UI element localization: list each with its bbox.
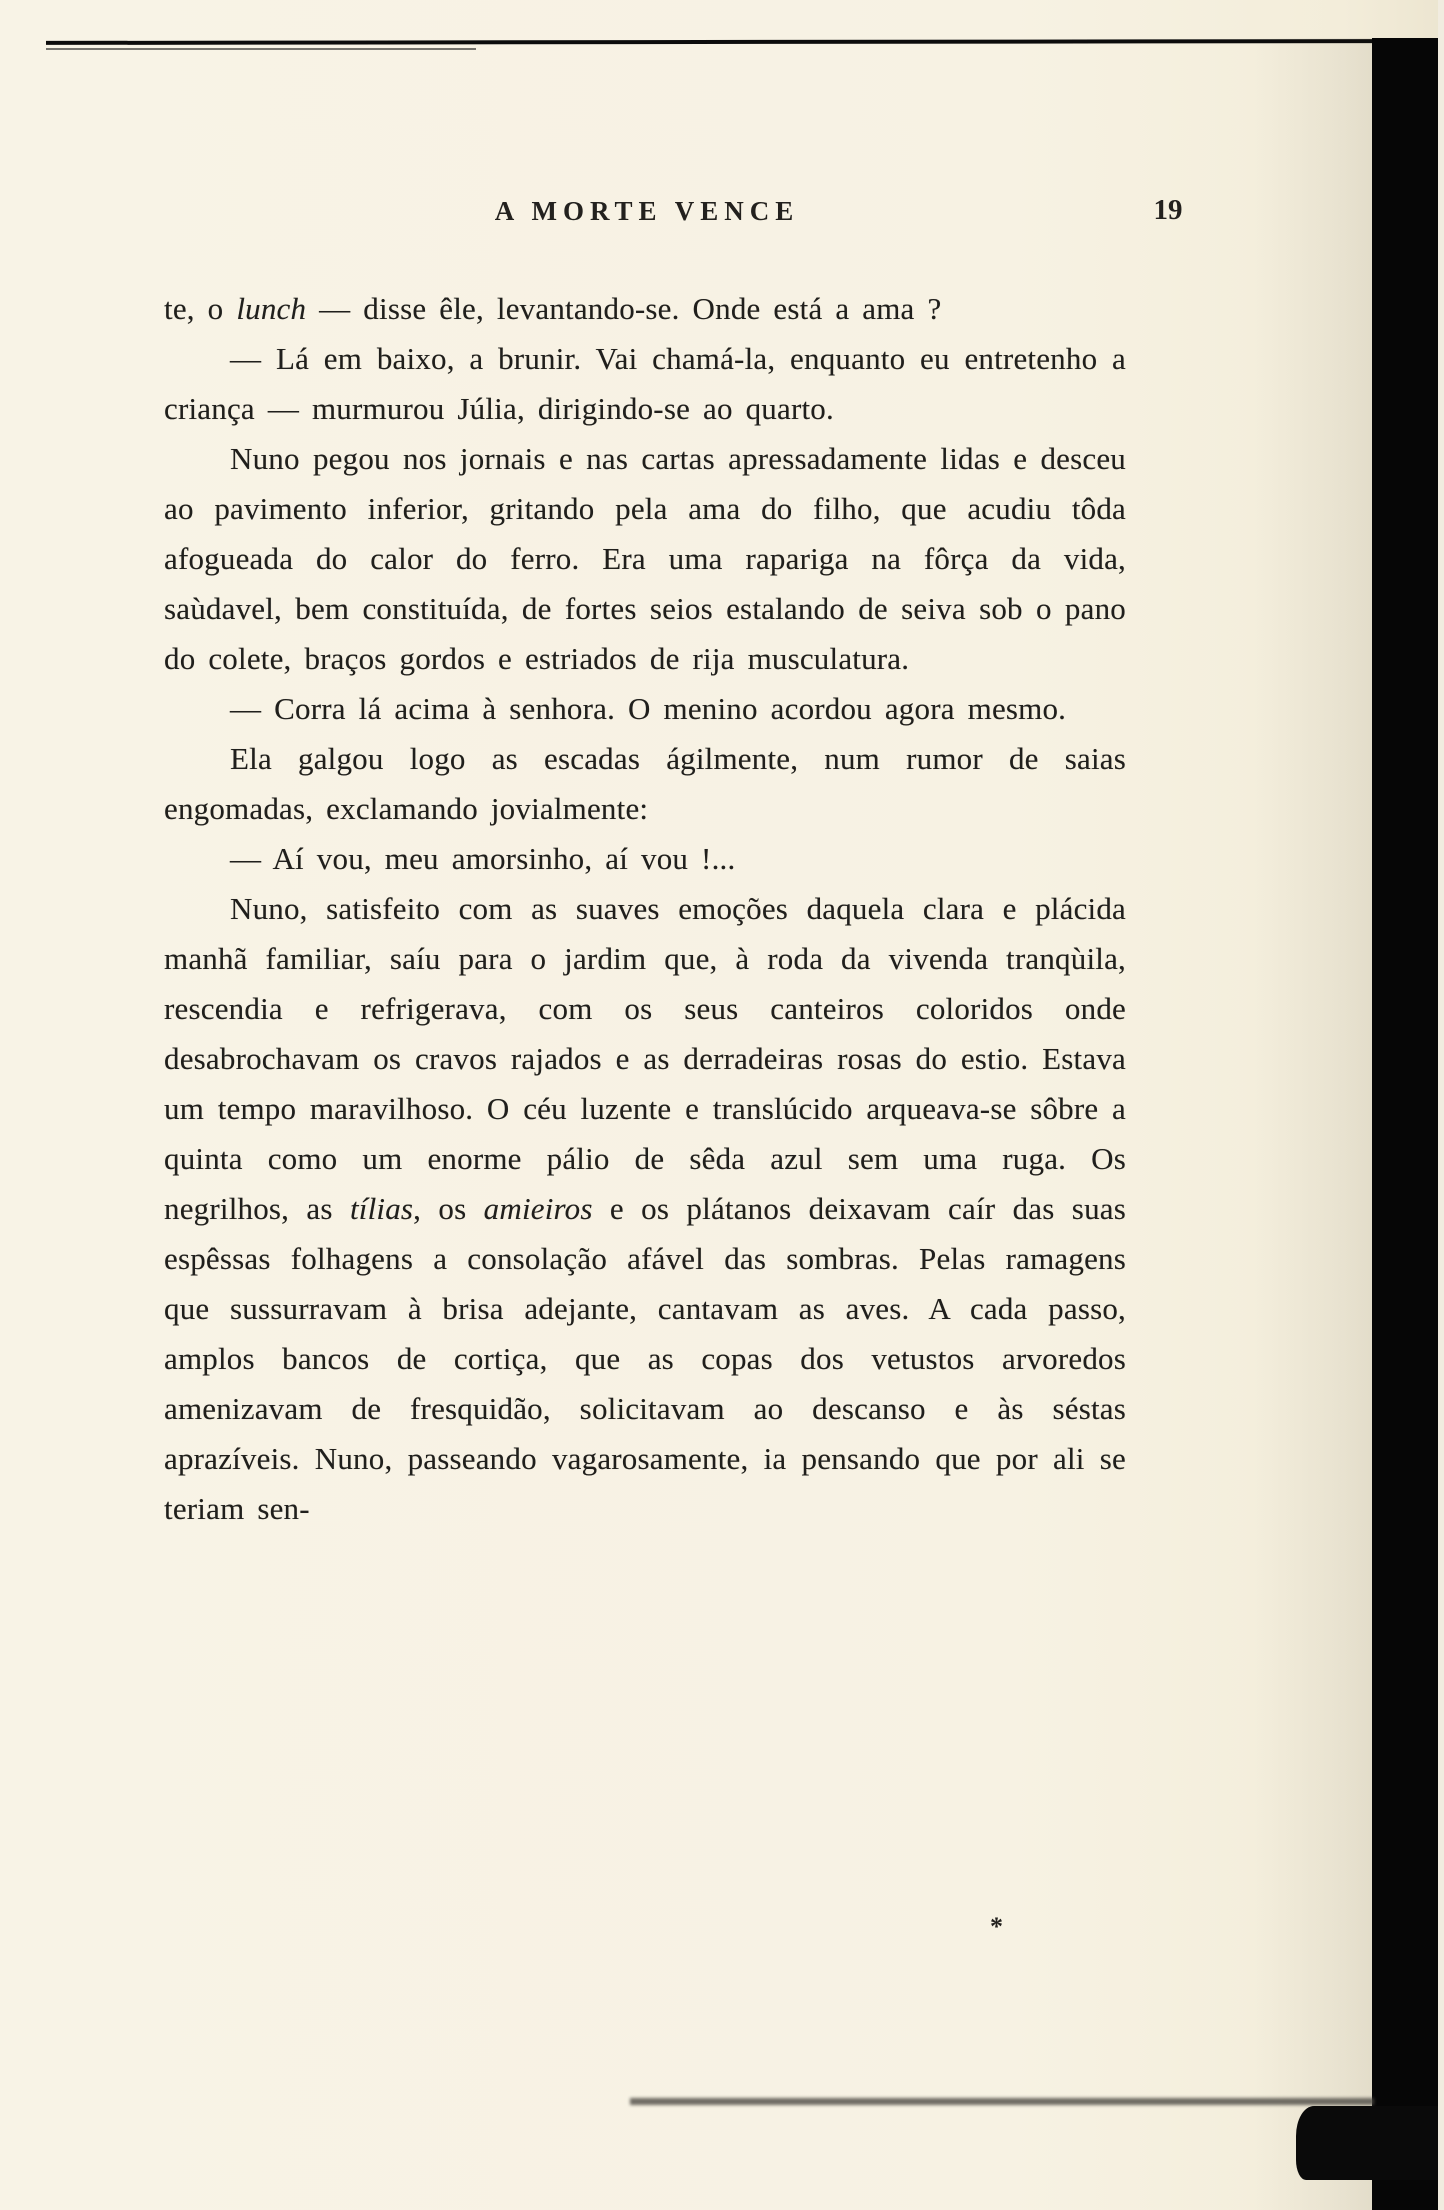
text-run: — Aí vou, meu amorsinho, aí vou !... (230, 841, 736, 876)
italic-text: tílias (349, 1191, 414, 1226)
text-run: , os (413, 1191, 484, 1226)
text-run: — Corra lá acima à senhora. O menino acordou agora mesmo. (230, 691, 1067, 726)
italic-text: lunch (236, 291, 307, 326)
running-header-title: A MORTE VENCE (494, 196, 800, 226)
text-run: — Lá em baixo, a brunir. Vai chamá-la, enquanto eu entretenho a criança — murmurou Júlia, dirigindo-se ao quarto. (164, 341, 1126, 426)
body-text (164, 284, 1126, 1534)
paragraph (164, 684, 1126, 734)
text-run: e os plátanos deixavam caír das suas espêssas folhagens a consolação afável das sombras. Pelas ramagens que sussurravam à brisa adejante, cantavam as aves. A cada passo, amplos bancos de cortiça, que as copas dos vetustos arvoredos amenizavam de fresquidão, solicitavam ao descanso e às séstas aprazíveis. Nuno, passeando vagarosamente, ia pensando que por ali se teriam sen- (164, 1191, 1126, 1526)
text-run: Nuno pegou nos jornais e nas cartas apressadamente lidas e desceu ao pavimento inferior, gritando pela ama do filho, que acudiu tôda afogueada do calor do ferro. Era uma rapariga na fôrça da vida, saùdavel, bem constituída, de fortes seios estalando de seiva sob o pano do colete, braços gordos e estriados de rija musculatura. (164, 441, 1126, 676)
text-run: Nuno, satisfeito com as suaves emoções daquela clara e plácida manhã familiar, saíu para o jardim que, à roda da vivenda tranqùila, rescendia e refrigerava, com os seus canteiros coloridos onde desabrochavam os cravos rajados e as derradeiras rosas do estio. Estava um tempo maravilhoso. O céu luzente e translúcido arqueava-se sôbre a quinta como um enorme pálio de sêda azul sem uma ruga. Os negrilhos, as (164, 891, 1126, 1226)
paragraph (164, 434, 1126, 684)
text-run: te, o (164, 291, 237, 326)
page-number: 19 (1153, 194, 1183, 226)
text-run: Ela galgou logo as escadas ágilmente, num rumor de saias engomadas, exclamando jovialmente: (164, 741, 1126, 826)
paragraph (164, 834, 1126, 884)
paragraph (164, 334, 1126, 434)
paragraph (164, 734, 1126, 834)
footnote-asterisk: * (990, 1912, 1003, 1941)
italic-text: amieiros (483, 1191, 593, 1226)
paragraph (164, 884, 1126, 1534)
paragraph (164, 284, 1126, 334)
text-run: — disse êle, levantando-se. Onde está a ama ? (306, 291, 942, 326)
